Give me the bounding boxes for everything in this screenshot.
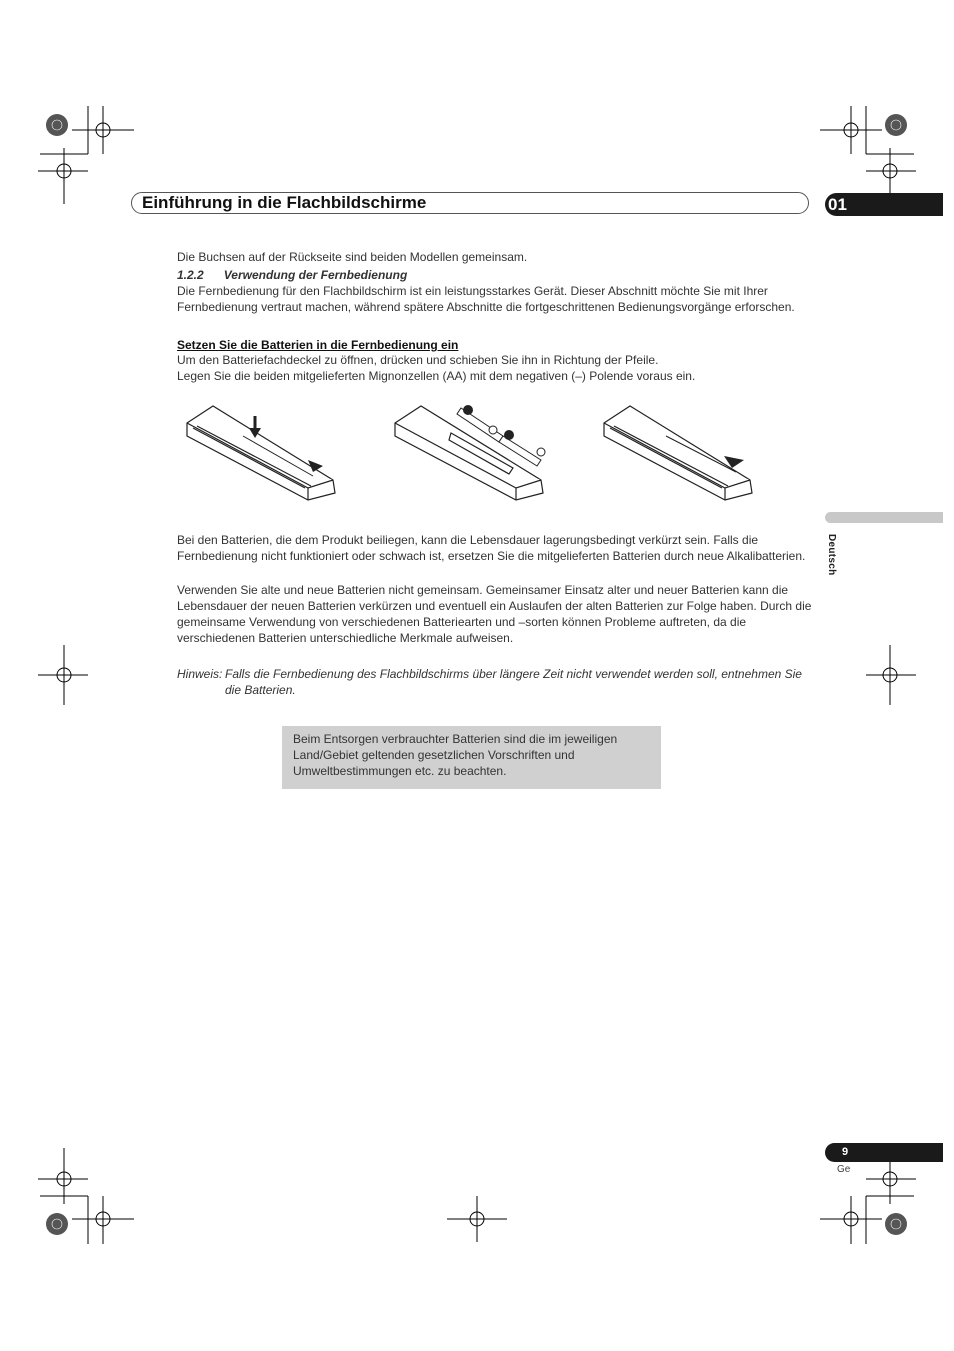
remote-illustration-batteries <box>391 398 556 503</box>
language-label: Deutsch <box>826 534 837 576</box>
instruction-insert-batteries: Legen Sie die beiden mitgelieferten Mignonzellen (AA) mit dem negativen (–) Polende voraus ein. <box>177 369 696 383</box>
note-text: Falls die Fernbedienung des Flachbildschirms über längere Zeit nicht verwendet werden soll, entnehmen Sie die Batterien. <box>225 667 802 697</box>
language-tab <box>825 512 943 523</box>
section-heading <box>177 267 817 283</box>
disposal-notice-text: Beim Entsorgen verbrauchter Batterien sind die im jeweiligen Land/Gebiet geltenden gesetzlichen Vorschriften und Umweltbestimmungen etc. zu beachten. <box>293 732 618 778</box>
battery-mix-text: Verwenden Sie alte und neue Batterien nicht gemeinsam. Gemeinsamer Einsatz alter und neuer Batterien kann die Lebensdauer der neuen Batterien verkürzen und eventuell ein Auslaufen der alten Batterien zur Folge haben. Durch die gemeinsame Verwendung von verschiedenen Batteriearten und –sorten können Probleme auftreten, da die verschiedenen Batterien unterschiedliche Merkmale aufweisen. <box>177 583 812 645</box>
section-title: Verwendung der Fernbedienung <box>223 268 408 282</box>
intro-text: Die Buchsen auf der Rückseite sind beiden Modellen gemeinsam. <box>177 250 528 264</box>
language-code: Ge <box>837 1164 851 1175</box>
page-title: Einführung in die Flachbildschirme <box>142 193 427 212</box>
battery-life-text: Bei den Batterien, die dem Produkt beiliegen, kann die Lebensdauer lagerungsbedingt verkürzt sein. Falls die Fernbedienung nicht funktioniert oder schwach ist, ersetzen Sie die mitgelieferten Batterien durch neue Alkalibatterien. <box>177 533 806 563</box>
note-label: Hinweis: <box>177 667 223 681</box>
remote-illustration-close <box>600 398 760 503</box>
chapter-number: 01 <box>828 195 847 214</box>
remote-illustration-open <box>183 398 343 503</box>
section-number: 1.2.2 <box>177 268 204 282</box>
battery-subheading: Setzen Sie die Batterien in die Fernbedienung ein <box>177 338 459 352</box>
section-text: Die Fernbedienung für den Flachbildschirm ist ein leistungsstarkes Gerät. Dieser Abschnitt möchte Sie mit Ihrer Fernbedienung vertraut machen, während spätere Abschnitte die fortgeschrittenen Bedienungsvorgänge erforschen. <box>177 284 795 314</box>
page-number: 9 <box>842 1146 849 1158</box>
instruction-open-cover: Um den Batteriefachdeckel zu öffnen, drücken und schieben Sie ihn in Richtung der Pfeile. <box>177 353 659 367</box>
